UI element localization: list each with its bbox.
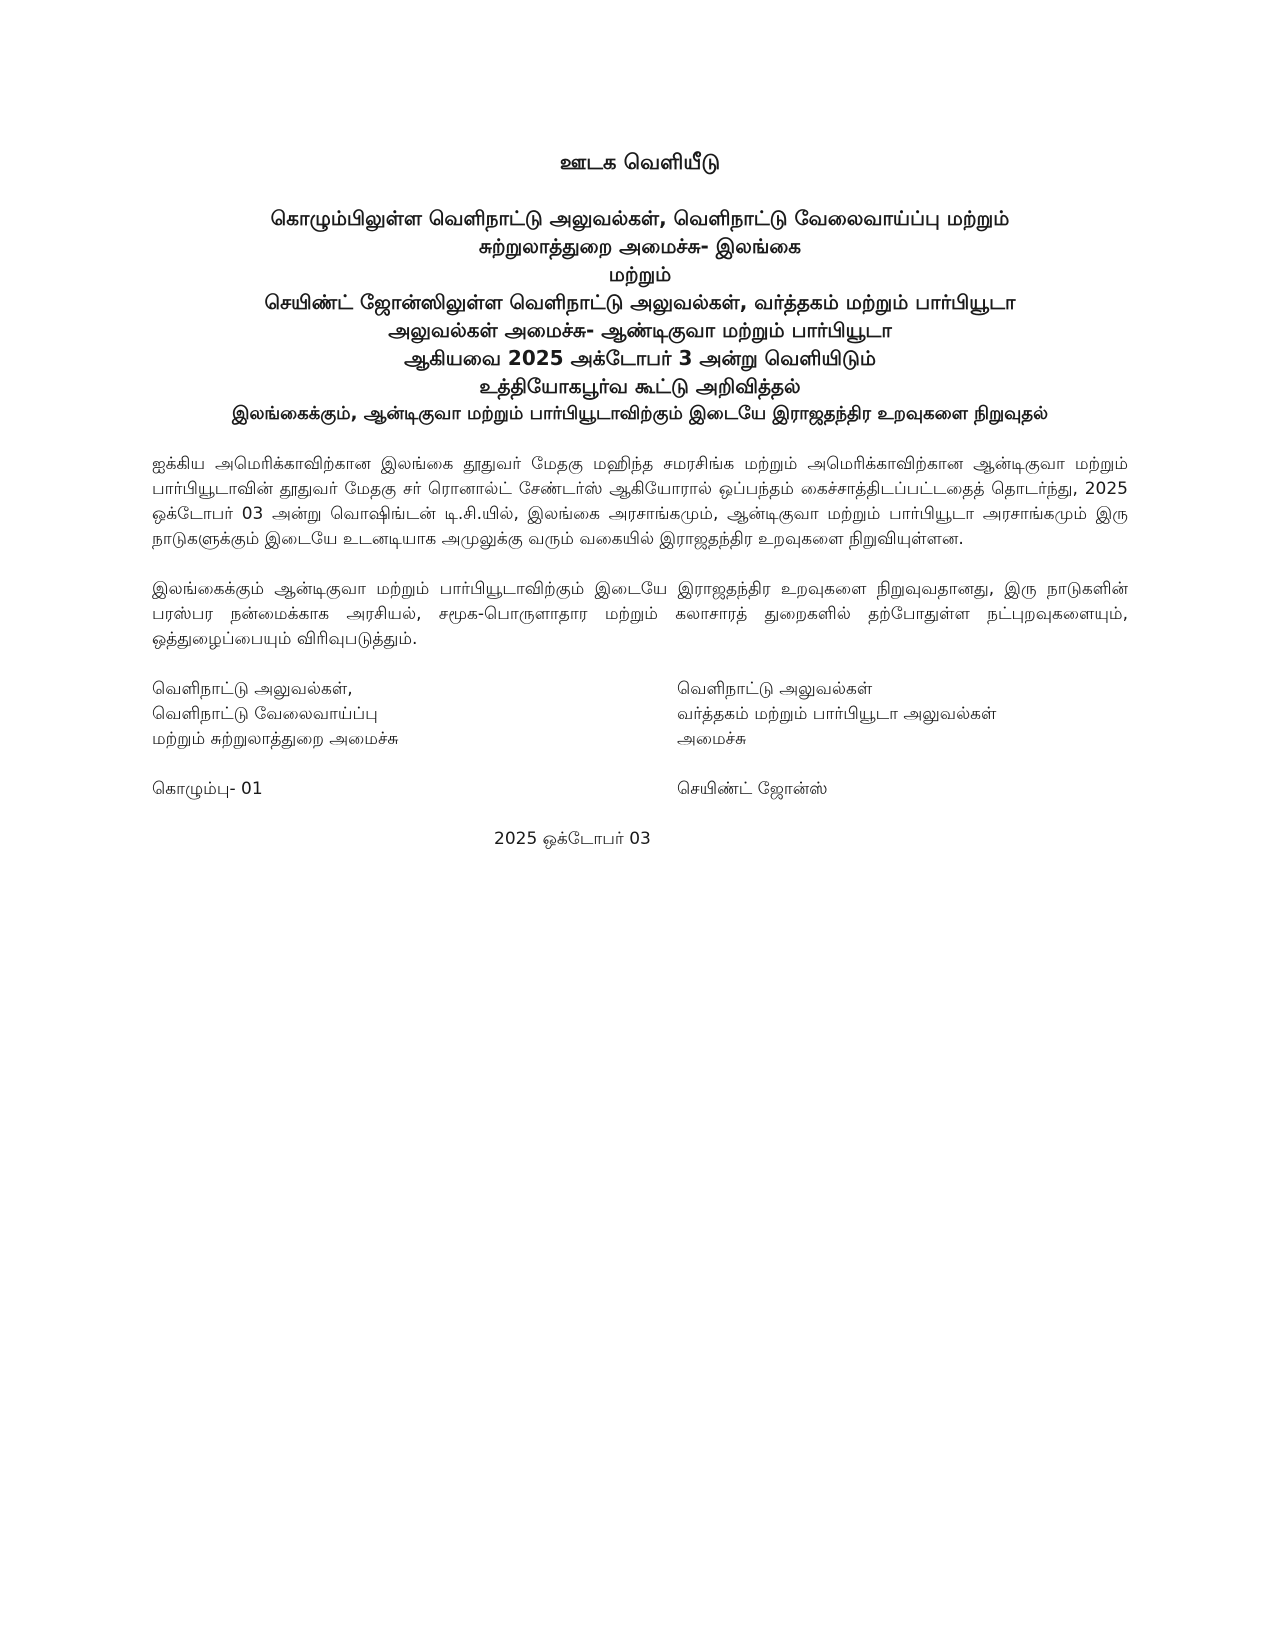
signatory-antigua-barbuda: [677, 677, 1128, 802]
subheading: இலங்கைக்கும், ஆன்டிகுவா மற்றும் பார்பியூடாவிற்கும் இடையே இராஜதந்திர உறவுகளை நிறுவுதல்: [231, 403, 1049, 424]
signatory-place: செயிண்ட் ஜோன்ஸ்: [677, 779, 828, 799]
signatories: [152, 677, 1128, 802]
signatory-line: வர்த்தகம் மற்றும் பார்பியூடா அலுவல்கள்: [677, 704, 997, 724]
heading-line: மற்றும்: [608, 262, 672, 286]
heading-line: செயிண்ட் ஜோன்ஸிலுள்ள வெளிநாட்டு அலுவல்கள், வர்த்தகம் மற்றும் பார்பியூடா: [264, 290, 1016, 314]
signatory-line: மற்றும் சுற்றுலாத்துறை அமைச்சு: [152, 729, 399, 749]
joint-statement-heading: [152, 204, 1128, 400]
press-release-page: [152, 148, 1128, 852]
heading-line: கொழும்பிலுள்ள வெளிநாட்டு அலுவல்கள், வெளிநாட்டு வேலைவாய்ப்பு மற்றும்: [270, 206, 1010, 230]
signatory-place: கொழும்பு- 01: [152, 779, 263, 799]
heading-line: சுற்றுலாத்துறை அமைச்சு- இலங்கை: [478, 234, 802, 258]
signatory-line: வெளிநாட்டு அலுவல்கள்: [677, 679, 873, 699]
document-title: ஊடக வெளியீடு: [559, 150, 721, 174]
release-date: 2025 ஒக்டோபர் 03: [494, 829, 651, 849]
heading-line: உத்தியோகபூர்வ கூட்டு அறிவித்தல்: [479, 374, 801, 398]
body-paragraph-2: இலங்கைக்கும் ஆன்டிகுவா மற்றும் பார்பியூடாவிற்கும் இடையே இராஜதந்திர உறவுகளை நிறுவுவதானது, இரு நாடுகளின் பரஸ்பர நன்மைக்காக அரசியல், சமூக-பொருளாதார மற்றும் கலாசாரத் துறைகளில் தற்போதுள்ள நட்புறவுகளையும், ஒத்துழைப்பையும் விரிவுபடுத்தும்.: [152, 579, 1128, 649]
heading-line: ஆகியவை 2025 அக்டோபர் 3 அன்று வெளியிடும்: [404, 346, 876, 370]
signatory-line: வெளிநாட்டு அலுவல்கள்,: [152, 679, 353, 699]
signatory-sri-lanka: [152, 677, 677, 802]
signatory-line: அமைச்சு: [677, 729, 747, 749]
heading-line: அலுவல்கள் அமைச்சு- ஆண்டிகுவா மற்றும் பார்பியூடா: [388, 318, 892, 342]
body-paragraph-1: ஐக்கிய அமெரிக்காவிற்கான இலங்கை தூதுவர் மேதகு மஹிந்த சமரசிங்க மற்றும் அமெரிக்காவிற்கான ஆன்டிகுவா மற்றும் பார்பியூடாவின் தூதுவர் மேதகு சர் ரொனால்ட் சேண்டர்ஸ் ஆகியோரால் ஒப்பந்தம் கைச்சாத்திடப்பட்டதைத் தொடர்ந்து, 2025 ஒக்டோபர் 03 அன்று வொஷிங்டன் டி.சி.யில், இலங்கை அரசாங்கமும், ஆன்டிகுவா மற்றும் பார்பியூடா அரசாங்கமும் இரு நாடுகளுக்கும் இடையே உடனடியாக அமுலுக்கு வரும் வகையில் இராஜதந்திர உறவுகளை நிறுவியுள்ளன.: [152, 454, 1128, 549]
signatory-line: வெளிநாட்டு வேலைவாய்ப்பு: [152, 704, 378, 724]
